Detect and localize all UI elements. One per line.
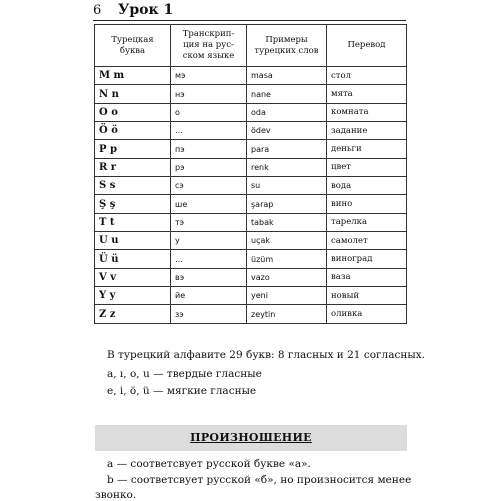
table-row xyxy=(95,287,407,305)
chapter-title: Урок 1 xyxy=(118,2,174,18)
transcription-cell: у xyxy=(171,232,247,250)
table-row xyxy=(95,85,407,103)
letter-cell: Ü ü xyxy=(95,250,171,268)
example-cell: oda xyxy=(247,103,327,121)
example-cell: tabak xyxy=(247,213,327,231)
page-header xyxy=(93,2,406,21)
translation-cell: вода xyxy=(327,177,407,195)
table-row xyxy=(95,268,407,286)
example-cell: nane xyxy=(247,85,327,103)
table-header-row xyxy=(95,25,407,67)
table-row xyxy=(95,195,407,213)
pronunciation-line-b: b — соответсвует русской «б», но произносится менее xyxy=(107,474,412,486)
table-row xyxy=(95,177,407,195)
table-row xyxy=(95,67,407,85)
translation-cell: цвет xyxy=(327,158,407,176)
section-band xyxy=(95,425,407,451)
translation-cell: стол xyxy=(327,67,407,85)
transcription-cell: вэ xyxy=(171,268,247,286)
letter-cell: T t xyxy=(95,213,171,231)
transcription-cell: сэ xyxy=(171,177,247,195)
transcription-cell: рэ xyxy=(171,158,247,176)
translation-cell: комната xyxy=(327,103,407,121)
alphabet-count-text: В турецкий алфавите 29 букв: 8 гласных и 21 согласных. xyxy=(107,349,425,361)
table-row xyxy=(95,305,407,323)
letter-cell: Ş ş xyxy=(95,195,171,213)
letter-cell: N n xyxy=(95,85,171,103)
transcription-cell: о xyxy=(171,103,247,121)
pronunciation-line-a: a — соответсвует русской букве «а». xyxy=(107,458,311,470)
translation-cell: виноград xyxy=(327,250,407,268)
example-cell: vazo xyxy=(247,268,327,286)
column-header-translation: Перевод xyxy=(327,25,407,67)
letter-cell: S s xyxy=(95,177,171,195)
hard-vowels-text: a, ı, o, u — твердые гласные xyxy=(107,368,262,380)
letter-cell: V v xyxy=(95,268,171,286)
letter-cell: O o xyxy=(95,103,171,121)
transcription-cell: … xyxy=(171,122,247,140)
column-header-transcription: Транскрип-ция на рус-ском языке xyxy=(171,25,247,67)
transcription-cell: мэ xyxy=(171,67,247,85)
transcription-cell: пэ xyxy=(171,140,247,158)
table-row xyxy=(95,140,407,158)
example-cell: para xyxy=(247,140,327,158)
translation-cell: вино xyxy=(327,195,407,213)
example-cell: renk xyxy=(247,158,327,176)
transcription-cell: ше xyxy=(171,195,247,213)
transcription-cell: зэ xyxy=(171,305,247,323)
example-cell: yeni xyxy=(247,287,327,305)
transcription-cell: … xyxy=(171,250,247,268)
translation-cell: деньги xyxy=(327,140,407,158)
letter-cell: U u xyxy=(95,232,171,250)
translation-cell: задание xyxy=(327,122,407,140)
transcription-cell: нэ xyxy=(171,85,247,103)
translation-cell: новый xyxy=(327,287,407,305)
transcription-cell: йе xyxy=(171,287,247,305)
example-cell: zeytin xyxy=(247,305,327,323)
letter-cell: M m xyxy=(95,67,171,85)
example-cell: ödev xyxy=(247,122,327,140)
translation-cell: мята xyxy=(327,85,407,103)
letter-cell: P p xyxy=(95,140,171,158)
table-row xyxy=(95,158,407,176)
letter-cell: Z z xyxy=(95,305,171,323)
example-cell: masa xyxy=(247,67,327,85)
example-cell: şarap xyxy=(247,195,327,213)
table-row xyxy=(95,122,407,140)
translation-cell: самолет xyxy=(327,232,407,250)
soft-vowels-text: e, i, ö, ü — мягкие гласные xyxy=(107,385,257,397)
transcription-cell: тэ xyxy=(171,213,247,231)
letter-cell: R r xyxy=(95,158,171,176)
column-header-examples: Примеры турецких слов xyxy=(247,25,327,67)
table-row xyxy=(95,103,407,121)
table-row xyxy=(95,213,407,231)
column-header-letter: Турецкая буква xyxy=(95,25,171,67)
table-row xyxy=(95,232,407,250)
example-cell: su xyxy=(247,177,327,195)
translation-cell: оливка xyxy=(327,305,407,323)
letter-cell: Y y xyxy=(95,287,171,305)
example-cell: üzüm xyxy=(247,250,327,268)
letter-cell: Ö ö xyxy=(95,122,171,140)
table-row xyxy=(95,250,407,268)
pronunciation-line-b-continued: звонко. xyxy=(95,489,137,501)
translation-cell: ваза xyxy=(327,268,407,286)
page-number: 6 xyxy=(93,3,102,18)
alphabet-table xyxy=(94,24,407,324)
example-cell: uçak xyxy=(247,232,327,250)
section-title: ПРОИЗНОШЕНИЕ xyxy=(190,431,312,444)
translation-cell: тарелка xyxy=(327,213,407,231)
